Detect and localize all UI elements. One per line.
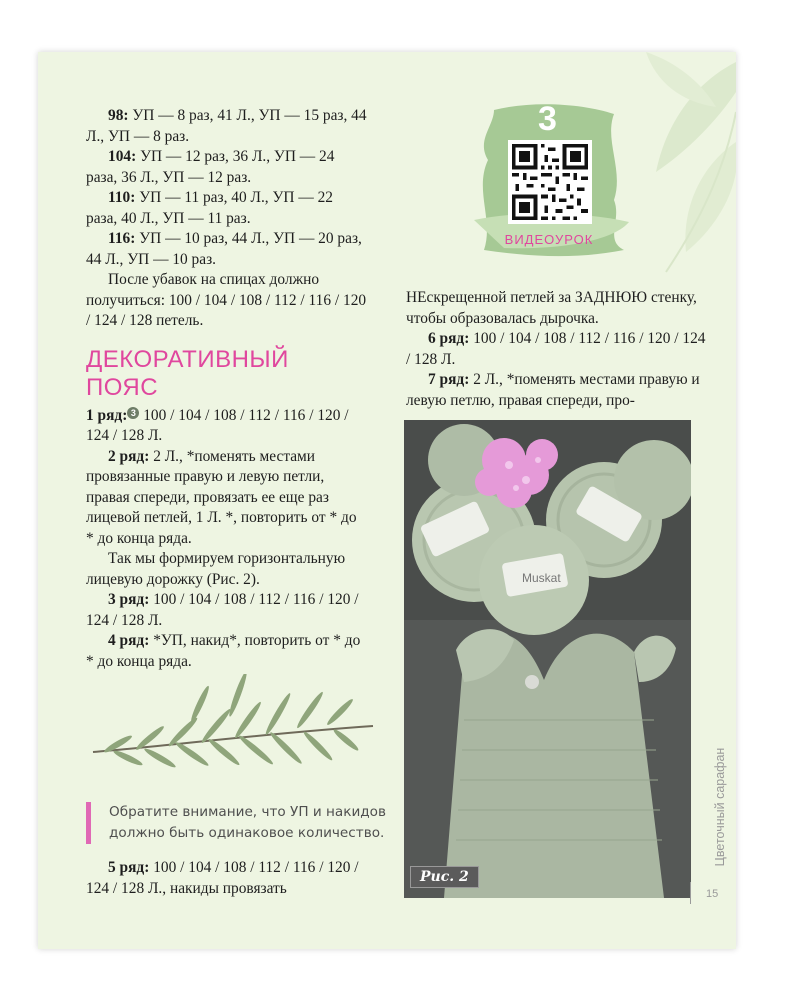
row-6: 6 ряд: 100 / 104 / 108 / 112 / 116 / 120 / 124 / 128 Л. [406,330,706,368]
size-116-line: 116: УП — 10 раз, 44 Л., УП — 20 раз, 44 Л., УП — 10 раз. [86,230,362,268]
row-1: 1 ряд: 3 100 / 104 / 108 / 112 / 116 / 120 / 124 / 128 Л. [86,406,349,444]
bottom-left-text [86,858,368,899]
page-number: 15 [706,888,719,900]
qr-code-icon[interactable] [508,140,592,224]
size-104-line: 104: УП — 12 раз, 36 Л., УП — 24 раза, 36 Л., УП — 12 раз. [86,148,335,186]
left-column [86,106,368,672]
continuation-text: НЕскрещенной петлей за ЗАДНЮЮ стенку, чтобы образовалась дырочка. [406,289,697,327]
magazine-page [38,52,736,949]
video-reference-badge: 3 [127,407,139,419]
size-98-line: 98: УП — 8 раз, 41 Л., УП — 15 раз, 44 Л., УП — 8 раз. [86,107,367,145]
rosemary-illustration [88,674,378,784]
row-7: 7 ряд: 2 Л., *поменять местами правую и левую петлю, правая спереди, про- [406,371,700,409]
row-2: 2 ряд: 2 Л., *поменять местами провязанные правую и левую петли, правая спереди, провязать ее еще раз лицевой петлей, 1 Л. *, повторить от * до * до конца ряда. [86,447,357,547]
knitting-photo [404,420,691,898]
row-4: 4 ряд: *УП, накид*, повторить от * до * до конца ряда. [86,632,361,670]
figure-caption: Рис. 2 [410,866,479,888]
right-column [406,288,706,411]
section-title-vertical: Цветочный сарафан [713,747,727,867]
footer-divider [690,882,691,904]
video-lesson-label: ВИДЕОУРОК [504,232,594,247]
row-5: 5 ряд: 100 / 104 / 108 / 112 / 116 / 120 / 124 / 128 Л., накиды провязать [86,859,359,897]
yarn-label: Muskat [522,571,561,585]
attention-note: Обратите внимание, что УП и накидов должно быть одинаковое количество. [86,802,399,844]
video-lesson-block[interactable] [464,100,634,262]
row-3: 3 ряд: 100 / 104 / 108 / 112 / 116 / 120 / 124 / 128 Л. [86,591,359,629]
video-number: 3 [538,100,557,138]
section-heading: ДЕКОРАТИВНЫЙ ПОЯС [86,345,289,401]
after-decreases-text: После убавок на спицах должно получиться: 100 / 104 / 108 / 112 / 116 / 120 / 124 / 128 петель. [86,271,367,329]
track-text: Так мы формируем горизонтальную лицевую дорожку (Рис. 2). [86,550,346,588]
size-110-line: 110: УП — 11 раз, 40 Л., УП — 22 раза, 40 Л., УП — 11 раз. [86,189,333,227]
photo-illustration [404,420,691,898]
